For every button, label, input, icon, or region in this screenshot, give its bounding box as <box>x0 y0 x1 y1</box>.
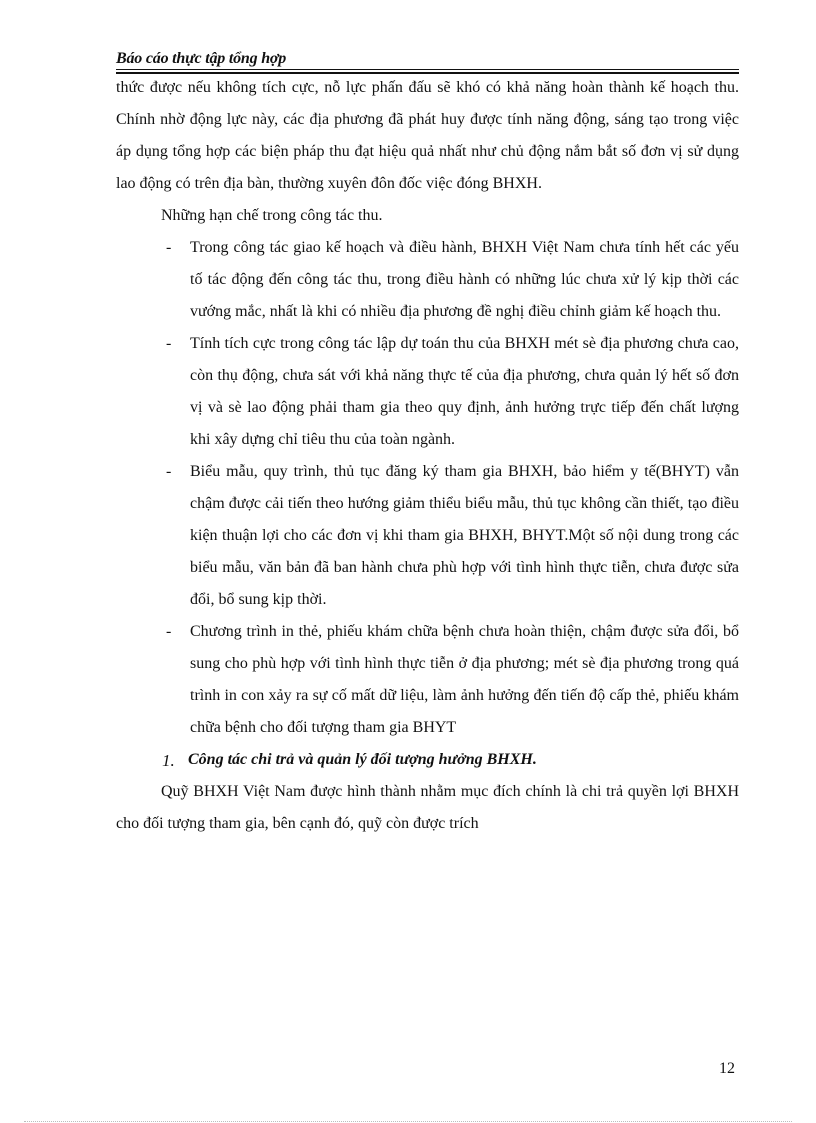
limitations-heading: Những hạn chế trong công tác thu. <box>161 207 383 224</box>
section-number: 1. <box>162 751 175 770</box>
list-item-text: Tính tích cực trong công tác lập dự toán thu của BHXH mét sè địa phương chưa cao, còn thụ động, chưa sát với khả năng thực tế của địa phương, chưa quản lý hết số đơn vị và sè lao động phải tham gia theo quy định, ảnh hưởng trực tiếp đến chất lượng khi xây dựng chỉ tiêu thu của toàn ngành. <box>190 335 739 448</box>
dash-bullet: - <box>166 335 172 352</box>
section-heading <box>116 744 739 776</box>
intro-paragraph: thức được nếu không tích cực, nỗ lực phấn đấu sẽ khó có khả năng hoàn thành kế hoạch thu. Chính nhờ động lực này, các địa phương đã phát huy được tính năng động, sáng tạo trong việc áp dụng tổng hợp các biện pháp thu đạt hiệu quả nhất như chủ động nắm bắt số đơn vị sử dụng lao động có trên địa bàn, thường xuyên đôn đốc việc đóng BHXH. <box>116 79 739 192</box>
list-item <box>116 616 739 744</box>
header-rule-thin <box>116 69 739 70</box>
page-bottom-border <box>24 1121 792 1122</box>
dash-bullet: - <box>166 239 172 256</box>
page-number: 12 <box>719 1060 735 1077</box>
section-title: Công tác chi trả và quản lý đối tượng hưởng BHXH. <box>188 751 537 768</box>
dash-bullet: - <box>166 463 172 480</box>
page-body <box>116 72 739 840</box>
list-item-text: Chương trình in thẻ, phiếu khám chữa bệnh chưa hoàn thiện, chậm được sửa đổi, bổ sung cho phù hợp với tình hình thực tiễn ở địa phương; mét sè địa phương trong quá trình in con xảy ra sự cố mất dữ liệu, làm ảnh hưởng đến tiến độ cấp thẻ, phiếu khám chữa bệnh cho đối tượng tham gia BHYT <box>190 623 739 736</box>
list-item <box>116 232 739 328</box>
list-item-text: Biểu mẫu, quy trình, thủ tục đăng ký tham gia BHXH, bảo hiểm y tế(BHYT) vẫn chậm được cải tiến theo hướng giảm thiểu biểu mẫu, thủ tục không cần thiết, tạo điều kiện thuận lợi cho các đơn vị khi tham gia BHXH, BHYT.Một số nội dung trong các biểu mẫu, văn bản đã ban hành chưa phù hợp với tình hình thực tiễn, chưa được sửa đổi, bổ sung kịp thời. <box>190 463 739 608</box>
limitations-list <box>116 232 739 744</box>
list-item <box>116 456 739 616</box>
dash-bullet: - <box>166 623 172 640</box>
section-paragraph: Quỹ BHXH Việt Nam được hình thành nhằm mục đích chính là chi trả quyền lợi BHXH cho đối tượng tham gia, bên cạnh đó, quỹ còn được trích <box>116 783 739 832</box>
list-item-text: Trong công tác giao kế hoạch và điều hành, BHXH Việt Nam chưa tính hết các yếu tố tác động đến công tác thu, trong điều hành có những lúc chưa xử lý kịp thời các vướng mắc, nhất là khi có nhiều địa phương đề nghị điều chỉnh giảm kế hoạch thu. <box>190 239 739 320</box>
list-item <box>116 328 739 456</box>
document-header-title: Báo cáo thực tập tổng hợp <box>116 50 287 67</box>
